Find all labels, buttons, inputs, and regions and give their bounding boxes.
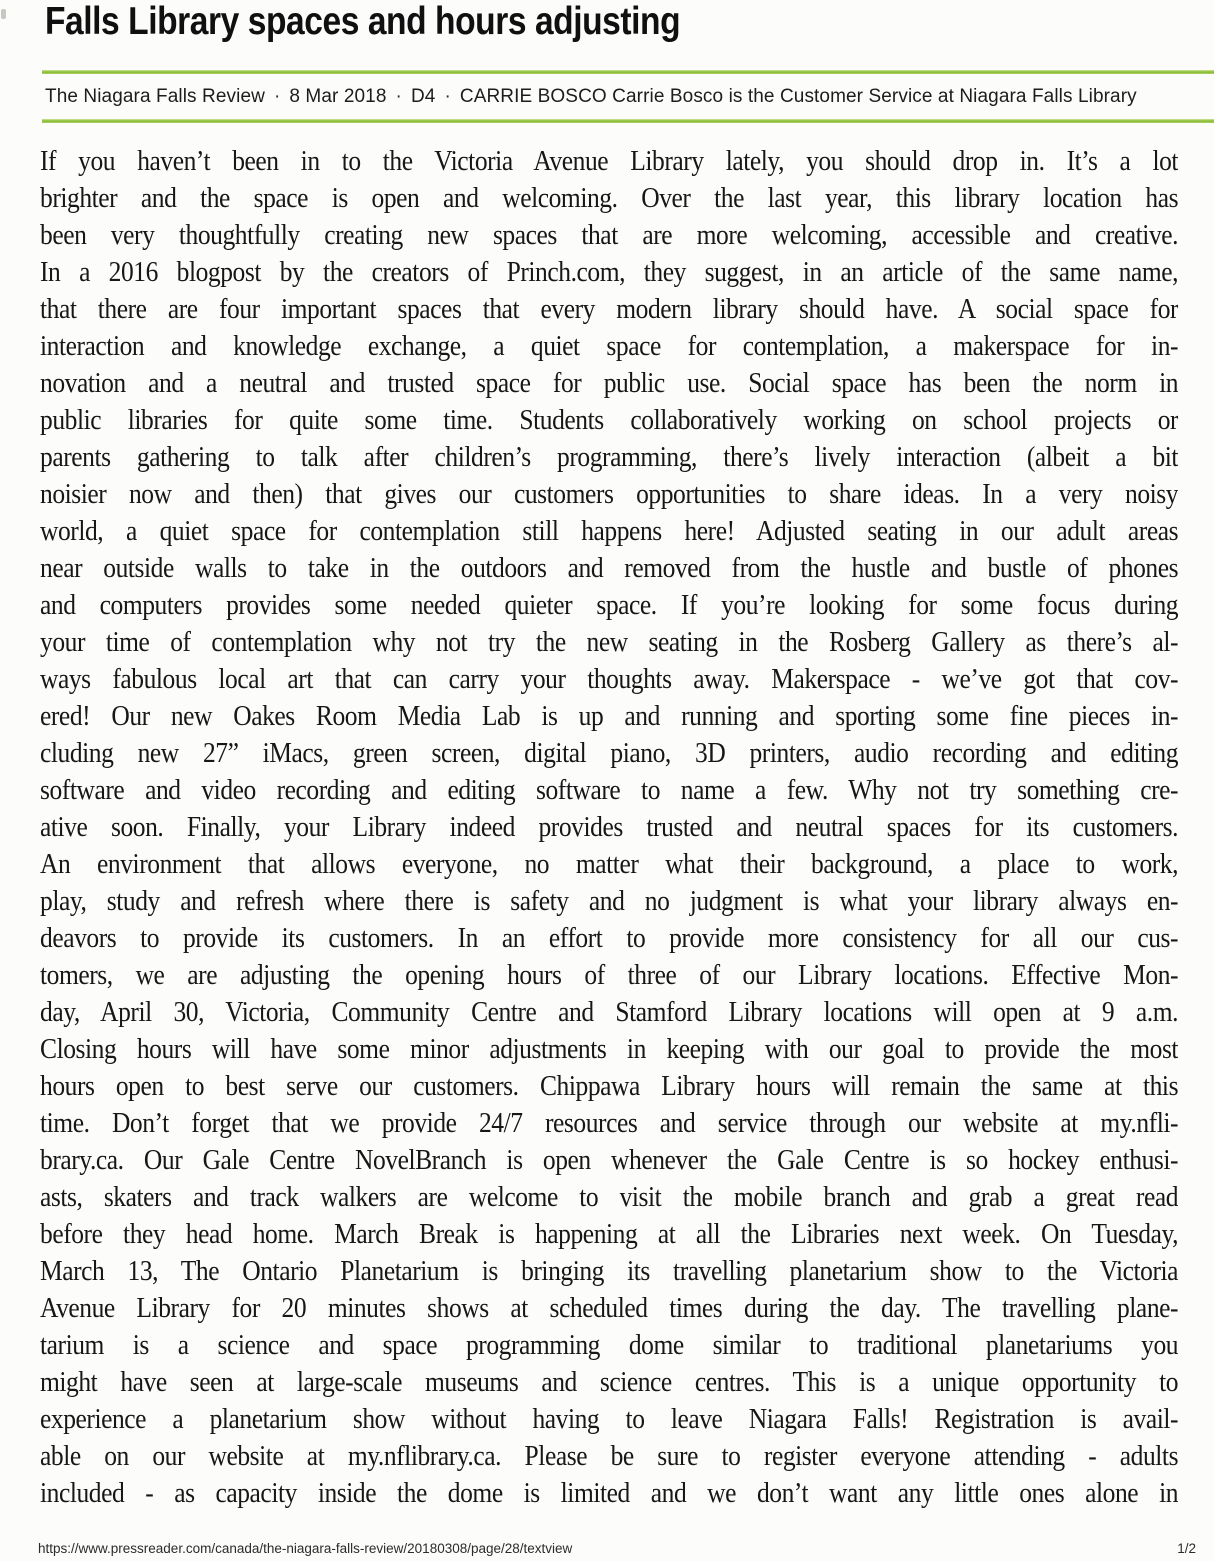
article-line: experience a planetarium show without having to leave Niagara Falls! Registration is avail- bbox=[40, 1403, 1179, 1435]
page-indicator: 1/2 bbox=[1177, 1541, 1196, 1556]
article-title: Falls Library spaces and hours adjusting bbox=[45, 0, 681, 43]
byline-author-note: Carrie Bosco is the Customer Service at Niagara Falls Library bbox=[612, 86, 1137, 107]
article-line: before they head home. March Break is happening at all the Libraries next week. On Tuesday, bbox=[40, 1218, 1179, 1250]
byline-separator-icon: · bbox=[395, 86, 402, 107]
article-line: Avenue Library for 20 minutes shows at scheduled times during the day. The travelling plane- bbox=[40, 1292, 1179, 1324]
article-line: March 13, The Ontario Planetarium is bringing its travelling planetarium show to the Victoria bbox=[40, 1255, 1179, 1287]
source-url: https://www.pressreader.com/canada/the-niagara-falls-review/20180308/page/28/textview bbox=[38, 1541, 573, 1556]
article-line: An environment that allows everyone, no matter what their background, a place to work, bbox=[40, 848, 1179, 880]
article-line: deavors to provide its customers. In an effort to provide more consistency for all our cus- bbox=[40, 922, 1179, 954]
article-line: tarium is a science and space programming dome similar to traditional planetariums you bbox=[40, 1329, 1179, 1361]
article-line: If you haven’t been in to the Victoria Avenue Library lately, you should drop in. It’s a lot bbox=[40, 145, 1179, 177]
article-line: In a 2016 blogpost by the creators of Princh.com, they suggest, in an article of the same name, bbox=[40, 256, 1179, 288]
article-line: might have seen at large-scale museums and science centres. This is a unique opportunity to bbox=[40, 1366, 1179, 1398]
byline-author: CARRIE BOSCO bbox=[459, 86, 607, 107]
article-line: interaction and knowledge exchange, a quiet space for contemplation, a makerspace for in- bbox=[40, 330, 1179, 362]
page-footer bbox=[0, 1541, 1214, 1561]
article-line: tomers, we are adjusting the opening hours of three of our Library locations. Effective Mon- bbox=[40, 959, 1179, 991]
article-line: and computers provides some needed quieter space. If you’re looking for some focus during bbox=[40, 589, 1179, 621]
article-line: cluding new 27” iMacs, green screen, digital piano, 3D printers, audio recording and editing bbox=[40, 737, 1179, 769]
byline-page: D4 bbox=[410, 86, 436, 107]
article-line: noisier now and then) that gives our customers opportunities to share ideas. In a very noisy bbox=[40, 478, 1179, 510]
article-line: brighter and the space is open and welcoming. Over the last year, this library location has bbox=[40, 182, 1179, 214]
article-line: novation and a neutral and trusted space for public use. Social space has been the norm in bbox=[40, 367, 1179, 399]
scan-artifact bbox=[1, 9, 6, 19]
article-line: near outside walls to take in the outdoors and removed from the hustle and bustle of phones bbox=[40, 552, 1179, 584]
byline-date: 8 Mar 2018 bbox=[289, 86, 387, 107]
article-line: ative soon. Finally, your Library indeed provides trusted and neutral spaces for its customers. bbox=[40, 811, 1179, 843]
article-line: Closing hours will have some minor adjustments in keeping with our goal to provide the most bbox=[40, 1033, 1179, 1065]
article-line: included - as capacity inside the dome is limited and we don’t want any little ones alone in bbox=[40, 1477, 1179, 1509]
article-line: play, study and refresh where there is safety and no judgment is what your library always en- bbox=[40, 885, 1179, 917]
article-line: public libraries for quite some time. Students collaboratively working on school projects or bbox=[40, 404, 1179, 436]
article-line: asts, skaters and track walkers are welcome to visit the mobile branch and grab a great read bbox=[40, 1181, 1179, 1213]
divider-bottom bbox=[42, 119, 1214, 123]
article-line: your time of contemplation why not try the new seating in the Rosberg Gallery as there’s al- bbox=[40, 626, 1179, 658]
article-line: that there are four important spaces that every modern library should have. A social space for bbox=[40, 293, 1179, 325]
article-line: brary.ca. Our Gale Centre NovelBranch is open whenever the Gale Centre is so hockey enthusi- bbox=[40, 1144, 1179, 1176]
byline-separator-icon: · bbox=[273, 86, 281, 107]
article-line: been very thoughtfully creating new spaces that are more welcoming, accessible and creative. bbox=[40, 219, 1179, 251]
article-line: parents gathering to talk after children’s programming, there’s lively interaction (albeit a bit bbox=[40, 441, 1179, 473]
article-line: ered! Our new Oakes Room Media Lab is up and running and sporting some fine pieces in- bbox=[40, 700, 1179, 732]
byline-separator-icon: · bbox=[444, 86, 451, 107]
divider-top bbox=[42, 70, 1214, 74]
byline-source: The Niagara Falls Review bbox=[45, 86, 265, 107]
article-body bbox=[40, 143, 1178, 1512]
article-line: able on our website at my.nflibrary.ca. Please be sure to register everyone attending - adults bbox=[40, 1440, 1179, 1472]
article-line: world, a quiet space for contemplation still happens here! Adjusted seating in our adult areas bbox=[40, 515, 1179, 547]
article-line: software and video recording and editing software to name a few. Why not try something cre- bbox=[40, 774, 1179, 806]
article-line: time. Don’t forget that we provide 24/7 resources and service through our website at my.nfli- bbox=[40, 1107, 1179, 1139]
article-line: ways fabulous local art that can carry your thoughts away. Makerspace - we’ve got that cov- bbox=[40, 663, 1179, 695]
byline bbox=[45, 86, 1137, 108]
article-line: hours open to best serve our customers. Chippawa Library hours will remain the same at this bbox=[40, 1070, 1179, 1102]
article-line: day, April 30, Victoria, Community Centre and Stamford Library locations will open at 9 a.m. bbox=[40, 996, 1179, 1028]
